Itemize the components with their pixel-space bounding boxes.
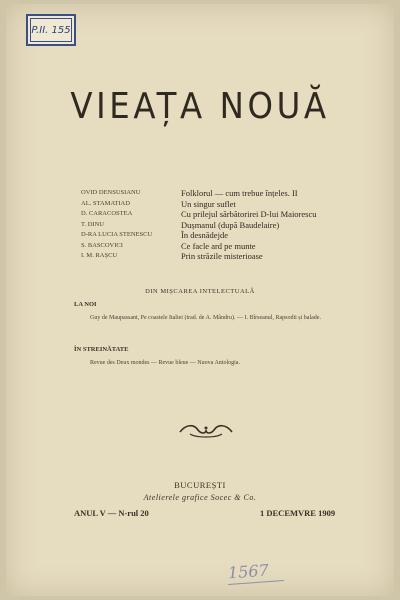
toc-author: I. M. RAȘCU — [81, 252, 118, 259]
section-title: DIN MIȘCAREA INTELECTUALĂ — [145, 288, 255, 295]
la-noi-text: Guy de Maupassant, Pe coastele Italiei (trad. de A. Mândru). — I. Bîrseanul, Rapsodii și balade. — [90, 315, 321, 321]
toc-row — [81, 209, 381, 220]
printer: Atelierele grafice Socec & Co. — [143, 493, 257, 502]
issue-date: 1 DECEMVRE 1909 — [260, 508, 336, 518]
toc-row — [81, 230, 381, 241]
toc-work: Un singur suflet — [181, 198, 236, 209]
toc-work: În desnădejde — [181, 230, 228, 240]
toc-row — [81, 199, 381, 210]
magazine-cover — [6, 4, 394, 596]
toc-work: Prin străzile misterioase — [181, 251, 263, 261]
city: BUCUREȘTI — [174, 480, 226, 490]
ornament-icon — [176, 420, 236, 440]
library-stamp — [26, 14, 76, 46]
table-of-contents — [81, 188, 381, 262]
la-noi-label: LA NOI — [74, 301, 97, 308]
toc-author: T. DINU — [81, 220, 104, 228]
toc-row — [81, 220, 381, 231]
strainatate-label: ÎN STREINĂTATE — [74, 346, 129, 353]
magazine-title: VIEAȚA NOUĂ — [70, 86, 330, 127]
toc-author: AL. STAMATIAD — [81, 199, 130, 207]
issue-number: ANUL V — N-rul 20 — [74, 508, 149, 518]
toc-work: Ce facle ard pe munte — [181, 240, 256, 251]
toc-author: D-RA LUCIA STENESCU — [81, 231, 153, 238]
toc-author: OVID DENSUSIANU — [81, 189, 141, 196]
toc-row — [81, 241, 381, 252]
toc-row — [81, 251, 381, 262]
toc-work: Cu prilejul sărbătorirei D-lui Maiorescu — [181, 209, 317, 219]
toc-work: Folklorul — cum trebue înțeles. II — [181, 188, 298, 198]
toc-author: D. CARACOSTEA — [81, 210, 133, 217]
toc-row — [81, 188, 381, 199]
stamp-text: P.II. 155 — [30, 18, 72, 42]
toc-work: Dușmanul (după Baudelaire) — [181, 219, 280, 230]
toc-author: S. BASCOVICI — [81, 241, 123, 249]
strainatate-text: Revue des Deux mondes — Revue bleue — Nuova Antologia. — [90, 360, 240, 366]
handwritten-note: 1567 — [227, 560, 270, 583]
